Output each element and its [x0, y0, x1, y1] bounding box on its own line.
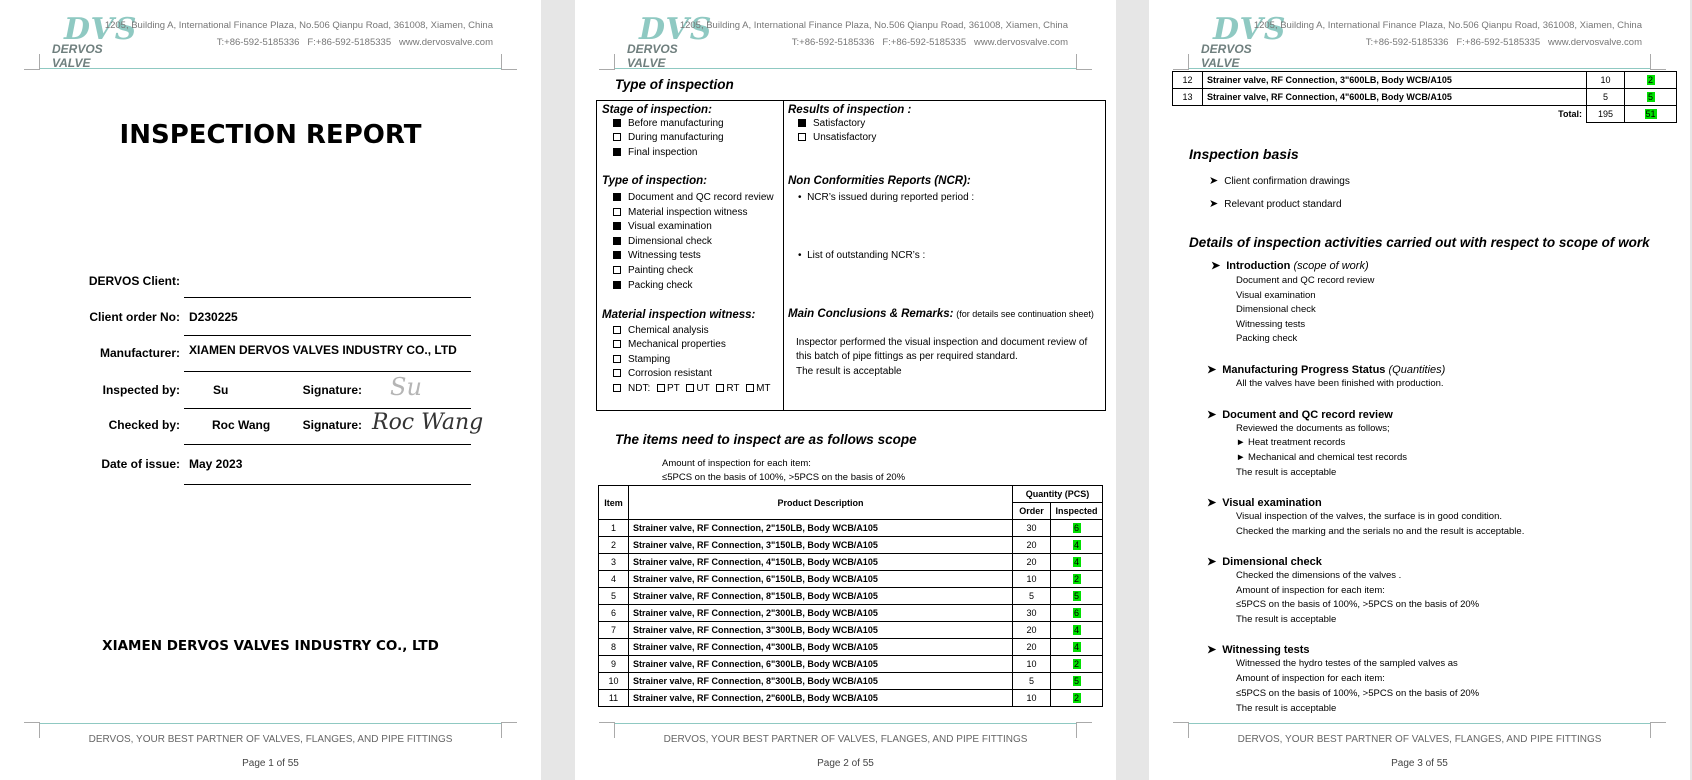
arrow-icon: ➤: [1207, 364, 1217, 376]
arrow-icon: ➤: [1209, 198, 1219, 210]
table-row: [599, 554, 1103, 571]
inspected-value: 4: [1073, 557, 1079, 567]
result-item-label: Satisfactory: [813, 118, 866, 129]
details-heading: Details of inspection activities carried out with respect to scope of work: [1189, 235, 1650, 250]
total-label: Total:: [1173, 106, 1587, 123]
item-cell: 7: [599, 622, 629, 639]
checkbox-icon: [657, 384, 665, 392]
page-number: Page 2 of 55: [817, 758, 874, 769]
checkbox-icon: [798, 119, 806, 127]
checkbox-icon: [613, 340, 621, 348]
checkbox-icon: [798, 133, 806, 141]
wit-line: The result is acceptable: [1236, 703, 1337, 714]
dervos-logo: [625, 12, 715, 70]
logo-text: DERVOS VALVE: [1201, 42, 1252, 70]
mps-text: All the valves have been finished with production.: [1236, 378, 1444, 389]
column-divider: [783, 101, 784, 410]
material-item-label: Chemical analysis: [628, 325, 709, 336]
company-name: XIAMEN DERVOS VALVES INDUSTRY CO., LTD: [102, 638, 439, 654]
footer-tagline: DERVOS, YOUR BEST PARTNER OF VALVES, FLANGES, AND PIPE FITTINGS: [88, 734, 453, 745]
type-item: [613, 280, 692, 291]
field-line: [184, 444, 471, 445]
ndt-label: NDT:: [628, 383, 651, 394]
doc-title: Document and QC record review: [1222, 409, 1393, 421]
visual-line: Visual inspection of the valves, the surface is in good condition.: [1236, 511, 1502, 522]
inspected-value: 2: [1647, 75, 1653, 85]
visual-heading: [1207, 496, 1322, 509]
inspected-cell: [1625, 72, 1677, 89]
visual-title: Visual examination: [1222, 497, 1322, 509]
desc-cell: Strainer valve, RF Connection, 2"300LB, Body WCB/A105: [629, 605, 1013, 622]
header-address: 1205, Building A, International Finance Plaza, No.506 Qianpu Road, 361008, Xiamen, China: [1253, 20, 1642, 31]
doc-heading: [1207, 408, 1393, 421]
signature-label: Signature:: [302, 383, 362, 397]
arrow-icon: ➤: [1207, 409, 1217, 421]
order-cell: 5: [1587, 89, 1625, 106]
items-table-continued: [1172, 71, 1677, 123]
inspected-value: 4: [1073, 540, 1079, 550]
col-qty: Quantity (PCS): [1013, 486, 1103, 503]
desc-cell: Strainer valve, RF Connection, 2"600LB, Body WCB/A105: [629, 690, 1013, 707]
results-heading: Results of inspection :: [788, 104, 912, 116]
checker-signature: Roc Wang: [372, 410, 484, 435]
date-label: Date of issue:: [101, 457, 180, 471]
total-inspected: 51: [1645, 109, 1656, 119]
logo-text: DERVOS VALVE: [52, 42, 103, 70]
field-line: [184, 371, 471, 372]
mps-title: Manufacturing Progress Status: [1222, 364, 1386, 376]
type-item: [613, 236, 712, 247]
col-inspected: Inspected: [1051, 503, 1103, 520]
arrow-icon: ➤: [1207, 497, 1217, 509]
stage-item: [613, 118, 724, 129]
ncr-issued-text: NCR’s issued during reported period :: [807, 192, 975, 203]
ncr-heading: Non Conformities Reports (NCR):: [788, 175, 971, 187]
crop-mark: [1650, 54, 1666, 70]
item-cell: 6: [599, 605, 629, 622]
wit-title: Witnessing tests: [1222, 644, 1310, 656]
type-item: [613, 192, 774, 203]
intro-item: Witnessing tests: [1236, 319, 1306, 330]
footer-divider: [1189, 723, 1650, 724]
header-divider: [615, 68, 1076, 69]
table-row: [1173, 89, 1677, 106]
amount-line: Amount of inspection for each item:: [662, 458, 811, 469]
desc-cell: Strainer valve, RF Connection, 3"300LB, Body WCB/A105: [629, 622, 1013, 639]
inspected-value: 5: [1073, 676, 1079, 686]
dervos-logo: [50, 12, 140, 70]
header-contact: T:+86-592-5185336 F:+86-592-5185335 www.dervosvalve.com: [791, 37, 1068, 48]
header-address: 1205, Building A, International Finance Plaza, No.506 Qianpu Road, 361008, Xiamen, China: [679, 20, 1068, 31]
inspection-summary-box: [596, 100, 1106, 411]
inspected-by-label: Inspected by:: [102, 383, 180, 397]
result-item: [798, 132, 876, 143]
page-2: [575, 0, 1116, 780]
footer-divider: [615, 723, 1076, 724]
col-order: Order: [1013, 503, 1051, 520]
client-label: DERVOS Client:: [88, 274, 180, 288]
signature-label: Signature:: [302, 418, 362, 432]
table-row: [599, 520, 1103, 537]
desc-cell: Strainer valve, RF Connection, 4"600LB, Body WCB/A105: [1203, 89, 1587, 106]
header-divider: [1189, 68, 1650, 69]
ndt-option: RT: [726, 383, 740, 394]
inspected-cell: [1051, 656, 1103, 673]
field-line: [184, 335, 471, 336]
table-row: [599, 537, 1103, 554]
ndt-option: PT: [667, 383, 680, 394]
logo-mark: DVS: [1213, 12, 1287, 47]
inspected-cell: [1051, 537, 1103, 554]
header-address: 1205, Building A, International Finance Plaza, No.506 Qianpu Road, 361008, Xiamen, China: [104, 20, 493, 31]
arrow-icon: ➤: [1207, 556, 1217, 568]
type-item-label: Material inspection witness: [628, 207, 748, 218]
table-row: [599, 605, 1103, 622]
checkbox-icon: [613, 266, 621, 274]
inspected-value: 2: [1073, 693, 1079, 703]
total-order: 195: [1587, 106, 1625, 123]
dervos-logo: [1199, 12, 1289, 70]
result-item-label: Unsatisfactory: [813, 132, 877, 143]
desc-cell: Strainer valve, RF Connection, 8"150LB, Body WCB/A105: [629, 588, 1013, 605]
col-item: Item: [599, 486, 629, 520]
ncr-issued: • NCR’s issued during reported period :: [798, 192, 975, 203]
desc-cell: Strainer valve, RF Connection, 3"600LB, Body WCB/A105: [1203, 72, 1587, 89]
header-contact: T:+86-592-5185336 F:+86-592-5185335 www.dervosvalve.com: [216, 37, 493, 48]
order-cell: 5: [1013, 588, 1051, 605]
scope-heading: The items need to inspect are as follows scope: [615, 432, 917, 447]
page-number: Page 3 of 55: [1391, 758, 1448, 769]
inspected-value: 2: [1073, 659, 1079, 669]
crop-mark: [1076, 54, 1092, 70]
type-item-label: Document and QC record review: [628, 192, 774, 203]
logo-mark: DVS: [639, 12, 713, 47]
order-cell: 20: [1013, 639, 1051, 656]
inspected-cell: [1051, 639, 1103, 656]
field-line: [184, 297, 471, 298]
checkbox-icon: [613, 119, 621, 127]
checkbox-icon: [613, 222, 621, 230]
type-item-label: Packing check: [628, 280, 693, 291]
inspected-cell: [1051, 520, 1103, 537]
inspected-cell: [1051, 588, 1103, 605]
type-item: [613, 265, 693, 276]
manufacturer-label: Manufacturer:: [99, 346, 180, 360]
crop-mark: [1173, 54, 1189, 70]
arrow-icon: ➤: [1207, 644, 1217, 656]
order-cell: 10: [1013, 656, 1051, 673]
inspected-value: 5: [1647, 92, 1653, 102]
type-of-inspection-heading: Type of inspection: [615, 77, 734, 92]
type-item-label: Dimensional check: [628, 236, 712, 247]
inspected-cell: [1051, 554, 1103, 571]
order-value: D230225: [189, 310, 238, 324]
header-contact: T:+86-592-5185336 F:+86-592-5185335 www.dervosvalve.com: [1365, 37, 1642, 48]
intro-item: Packing check: [1236, 333, 1298, 344]
order-label: Client order No:: [89, 310, 180, 324]
desc-cell: Strainer valve, RF Connection, 6"300LB, Body WCB/A105: [629, 656, 1013, 673]
type-sub-heading: Type of inspection:: [602, 175, 707, 187]
checkbox-icon: [746, 384, 754, 392]
crop-mark: [24, 54, 40, 70]
inspection-basis-heading: Inspection basis: [1189, 146, 1299, 162]
table-row: [1173, 72, 1677, 89]
intro-heading: [1211, 259, 1369, 272]
inspected-value: 4: [1073, 625, 1079, 635]
stage-item-label: Final inspection: [628, 147, 698, 158]
checkbox-icon: [613, 208, 621, 216]
item-cell: 9: [599, 656, 629, 673]
wit-line: ≤5PCS on the basis of 100%, >5PCS on the basis of 20%: [1236, 688, 1480, 699]
basis-item-label: Client confirmation drawings: [1224, 176, 1350, 187]
checkbox-icon: [613, 148, 621, 156]
material-item: [613, 354, 670, 365]
checkbox-icon: [613, 281, 621, 289]
checkbox-icon: [613, 133, 621, 141]
ndt-row: [613, 383, 771, 394]
footer-tagline: DERVOS, YOUR BEST PARTNER OF VALVES, FLANGES, AND PIPE FITTINGS: [1237, 734, 1602, 745]
manufacturer-value: XIAMEN DERVOS VALVES INDUSTRY CO., LTD: [189, 343, 457, 357]
inspector-signature: Su: [390, 373, 422, 401]
doc-line: ► Mechanical and chemical test records: [1236, 452, 1407, 463]
table-row: [599, 588, 1103, 605]
table-row: [599, 673, 1103, 690]
table-row: [599, 639, 1103, 656]
basis-item-label: Relevant product standard: [1224, 199, 1342, 210]
conclusion-line: Inspector performed the visual inspection and document review of: [796, 337, 1088, 348]
basis-item: [1209, 174, 1350, 187]
item-cell: 4: [599, 571, 629, 588]
logo-mark: DVS: [64, 12, 138, 47]
order-cell: 10: [1013, 571, 1051, 588]
order-cell: 20: [1013, 537, 1051, 554]
item-cell: 2: [599, 537, 629, 554]
intro-title: Introduction: [1226, 260, 1291, 272]
field-line: [184, 484, 471, 485]
footer-divider: [40, 723, 501, 724]
page-number: Page 1 of 55: [242, 758, 299, 769]
intro-item: Visual examination: [1236, 290, 1316, 301]
material-item-label: Corrosion resistant: [628, 368, 712, 379]
doc-line: Reviewed the documents as follows;: [1236, 423, 1390, 434]
order-cell: 20: [1013, 554, 1051, 571]
stage-heading: Stage of inspection:: [602, 104, 712, 116]
inspected-cell: [1051, 605, 1103, 622]
wit-line: Witnessed the hydro testes of the sampled valves as: [1236, 658, 1458, 669]
intro-item: Document and QC record review: [1236, 275, 1375, 286]
checkbox-icon: [686, 384, 694, 392]
desc-cell: Strainer valve, RF Connection, 2"150LB, Body WCB/A105: [629, 520, 1013, 537]
item-cell: 13: [1173, 89, 1203, 106]
inspected-value: 6: [1073, 523, 1079, 533]
checkbox-icon: [716, 384, 724, 392]
inspected-by-value: Su: [213, 383, 229, 397]
conclusion-heading: Main Conclusions & Remarks:: [788, 308, 954, 320]
conclusion-line: this batch of pipe fittings as per required standard.: [796, 351, 1018, 362]
checked-by-value: Roc Wang: [212, 418, 271, 432]
type-item: [613, 207, 748, 218]
items-table: [598, 485, 1103, 707]
ndt-option: MT: [756, 383, 771, 394]
desc-cell: Strainer valve, RF Connection, 3"150LB, Body WCB/A105: [629, 537, 1013, 554]
table-row: [599, 622, 1103, 639]
order-cell: 20: [1013, 622, 1051, 639]
dim-line: The result is acceptable: [1236, 614, 1337, 625]
header-divider: [40, 68, 501, 69]
report-title: INSPECTION REPORT: [119, 120, 422, 150]
inspected-cell: [1051, 673, 1103, 690]
checkbox-icon: [613, 355, 621, 363]
inspected-cell: [1051, 622, 1103, 639]
table-row: [599, 656, 1103, 673]
checkbox-icon: [613, 251, 621, 259]
col-desc: Product Description: [629, 486, 1013, 520]
wit-heading: [1207, 643, 1310, 656]
order-cell: 10: [1013, 690, 1051, 707]
ndt-option: UT: [696, 383, 710, 394]
type-item: [613, 250, 701, 261]
arrow-icon: ➤: [1211, 260, 1221, 272]
logo-text: DERVOS VALVE: [627, 42, 678, 70]
crop-mark: [599, 54, 615, 70]
material-item: [613, 339, 726, 350]
inspected-value: 2: [1073, 574, 1079, 584]
desc-cell: Strainer valve, RF Connection, 4"300LB, Body WCB/A105: [629, 639, 1013, 656]
result-item: [798, 118, 865, 129]
field-line: [184, 408, 471, 409]
material-item: [613, 325, 709, 336]
inspected-cell: [1625, 89, 1677, 106]
type-item-label: Visual examination: [628, 221, 712, 232]
type-item-label: Painting check: [628, 265, 694, 276]
desc-cell: Strainer valve, RF Connection, 4"150LB, Body WCB/A105: [629, 554, 1013, 571]
intro-item: Dimensional check: [1236, 304, 1316, 315]
stage-item-label: During manufacturing: [628, 132, 724, 143]
item-cell: 11: [599, 690, 629, 707]
wit-line: Amount of inspection for each item:: [1236, 673, 1385, 684]
ncr-outstanding-text: List of outstanding NCR’s :: [807, 250, 926, 261]
item-cell: 12: [1173, 72, 1203, 89]
inspected-value: 6: [1073, 608, 1079, 618]
stage-item: [613, 132, 724, 143]
order-cell: 30: [1013, 520, 1051, 537]
item-cell: 5: [599, 588, 629, 605]
order-cell: 10: [1587, 72, 1625, 89]
stage-item: [613, 147, 697, 158]
doc-line: ► Heat treatment records: [1236, 437, 1346, 448]
checkbox-icon: [613, 384, 621, 392]
material-item-label: Mechanical properties: [628, 339, 726, 350]
inspected-cell: [1051, 571, 1103, 588]
inspected-value: 4: [1073, 642, 1079, 652]
table-row: [599, 690, 1103, 707]
material-heading: Material inspection witness:: [602, 309, 756, 321]
conclusion-heading-row: [788, 308, 1094, 320]
checkbox-icon: [613, 237, 621, 245]
checkbox-icon: [613, 326, 621, 334]
type-item: [613, 221, 712, 232]
desc-cell: Strainer valve, RF Connection, 6"150LB, Body WCB/A105: [629, 571, 1013, 588]
dim-heading: [1207, 555, 1322, 568]
conclusion-line: The result is acceptable: [796, 366, 902, 377]
date-value: May 2023: [189, 457, 243, 471]
page-1: [0, 0, 541, 780]
checkbox-icon: [613, 369, 621, 377]
mps-sub: (Quantities): [1388, 364, 1446, 376]
item-cell: 10: [599, 673, 629, 690]
dim-line: ≤5PCS on the basis of 100%, >5PCS on the basis of 20%: [1236, 599, 1480, 610]
footer-tagline: DERVOS, YOUR BEST PARTNER OF VALVES, FLANGES, AND PIPE FITTINGS: [663, 734, 1028, 745]
visual-line: Checked the marking and the serials no and the result is acceptable.: [1236, 526, 1525, 537]
material-item-label: Stamping: [628, 354, 671, 365]
stage-item-label: Before manufacturing: [628, 118, 724, 129]
mps-heading: [1207, 363, 1445, 376]
arrow-icon: ➤: [1209, 175, 1219, 187]
inspected-value: 5: [1073, 591, 1079, 601]
inspected-cell: [1051, 690, 1103, 707]
item-cell: 1: [599, 520, 629, 537]
doc-line: The result is acceptable: [1236, 467, 1337, 478]
material-item: [613, 368, 712, 379]
item-cell: 3: [599, 554, 629, 571]
ncr-outstanding: • List of outstanding NCR’s :: [798, 250, 926, 261]
basis-item: [1209, 197, 1342, 210]
intro-sub: (scope of work): [1293, 260, 1369, 272]
order-cell: 30: [1013, 605, 1051, 622]
table-row: [599, 571, 1103, 588]
dim-line: Checked the dimensions of the valves .: [1236, 570, 1402, 581]
basis-line: ≤5PCS on the basis of 100%, >5PCS on the basis of 20%: [662, 472, 906, 483]
checked-by-label: Checked by:: [108, 418, 180, 432]
total-row: [1173, 106, 1677, 123]
checkbox-icon: [613, 193, 621, 201]
type-item-label: Witnessing tests: [628, 250, 701, 261]
dim-line: Amount of inspection for each item:: [1236, 585, 1385, 596]
desc-cell: Strainer valve, RF Connection, 8"300LB, Body WCB/A105: [629, 673, 1013, 690]
order-cell: 5: [1013, 673, 1051, 690]
conclusion-note: (for details see continuation sheet): [956, 309, 1094, 319]
page-3: [1149, 0, 1690, 780]
dim-title: Dimensional check: [1222, 556, 1322, 568]
total-inspected-cell: [1625, 106, 1677, 123]
item-cell: 8: [599, 639, 629, 656]
crop-mark: [501, 54, 517, 70]
